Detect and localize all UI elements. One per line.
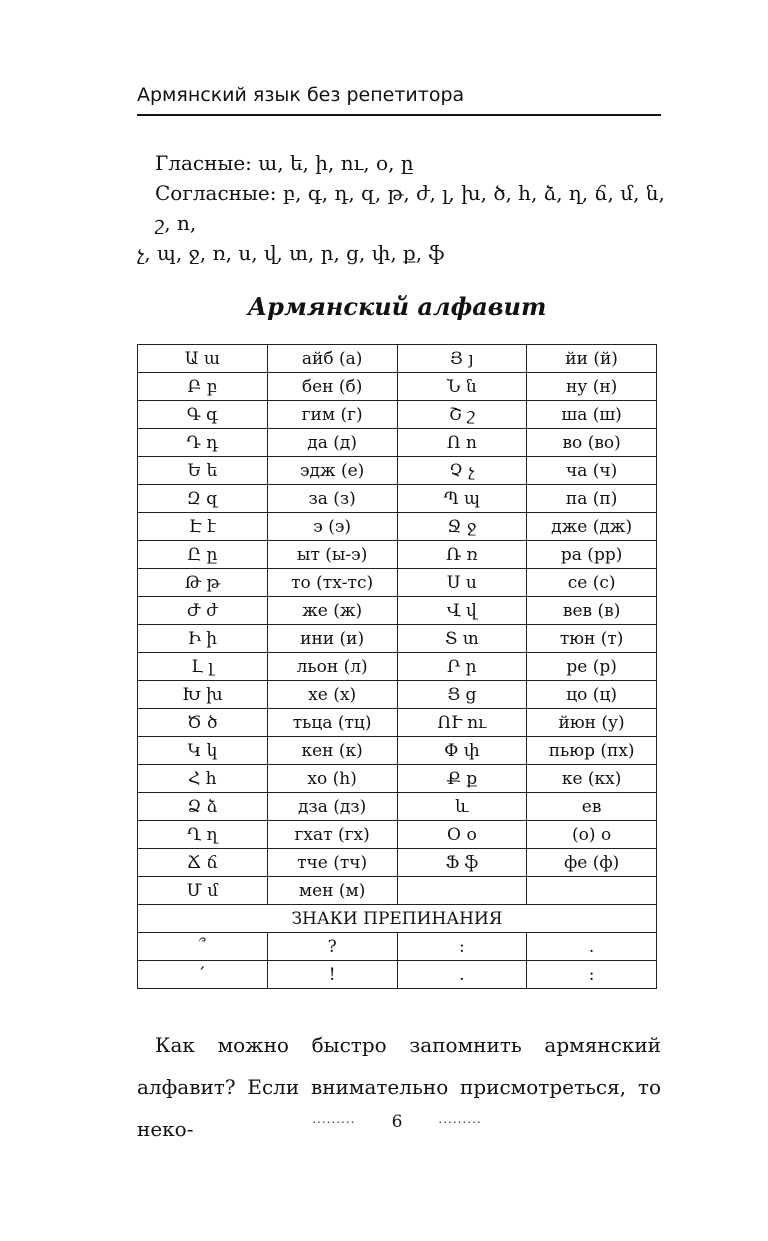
table-cell: Է է <box>138 513 268 541</box>
running-header: Армянский язык без репетитора <box>137 84 465 106</box>
table-cell: гим (г) <box>267 401 397 429</box>
table-cell: ча (ч) <box>527 457 657 485</box>
table-cell: ре (р) <box>527 653 657 681</box>
consonants-line-2: չ, պ, ջ, ռ, ս, վ, տ, ր, ց, փ, ք, ֆ <box>137 241 445 265</box>
footer-dots-left: ········· <box>312 1115 356 1130</box>
table-cell: Վ վ <box>397 597 527 625</box>
table-cell: дза (дз) <box>267 793 397 821</box>
table-cell: пьюр (пх) <box>527 737 657 765</box>
table-cell <box>397 877 527 905</box>
table-cell: Ը ը <box>138 541 268 569</box>
table-cell: мен (м) <box>267 877 397 905</box>
footer-dots-right: ········· <box>438 1115 482 1130</box>
table-row <box>138 653 657 681</box>
table-cell: йюн (у) <box>527 709 657 737</box>
table-cell: Ղ ղ <box>138 821 268 849</box>
table-cell: . <box>527 933 657 961</box>
table-cell: Օ օ <box>397 821 527 849</box>
table-row <box>138 513 657 541</box>
table-row <box>138 821 657 849</box>
page-footer <box>137 1112 657 1132</box>
table-cell: айб (а) <box>267 345 397 373</box>
table-cell: ՞ <box>138 933 268 961</box>
table-cell: дже (дж) <box>527 513 657 541</box>
table-cell: Չ չ <box>397 457 527 485</box>
table-cell: во (во) <box>527 429 657 457</box>
table-cell: Պ պ <box>397 485 527 513</box>
table-cell: ՛ <box>138 961 268 989</box>
table-cell: Մ մ <box>138 877 268 905</box>
section-title: Армянский алфавит <box>247 292 547 321</box>
table-cell: ? <box>267 933 397 961</box>
table-cell: Հ հ <box>138 765 268 793</box>
header-rule <box>137 114 661 116</box>
table-cell: кен (к) <box>267 737 397 765</box>
vowels-line: Гласные: ա, ե, ի, ու, օ, ը <box>155 151 414 175</box>
table-cell: бен (б) <box>267 373 397 401</box>
table-cell: Թ թ <box>138 569 268 597</box>
table-cell: вев (в) <box>527 597 657 625</box>
table-cell: э (э) <box>267 513 397 541</box>
table-cell: Ձ ձ <box>138 793 268 821</box>
table-cell: цо (ц) <box>527 681 657 709</box>
table-cell: йи (й) <box>527 345 657 373</box>
table-row <box>138 345 657 373</box>
consonants-line-1: Согласные: բ, գ, դ, զ, թ, ժ, լ, խ, ծ, հ, ձ, ղ, ճ, մ, ն, շ, ո, <box>155 181 665 235</box>
table-cell: тче (тч) <box>267 849 397 877</box>
table-cell: Ֆ ֆ <box>397 849 527 877</box>
table-cell: Ջ ջ <box>397 513 527 541</box>
table-row <box>138 457 657 485</box>
table-cell: хе (х) <box>267 681 397 709</box>
table-row <box>138 485 657 513</box>
table-cell: ыт (ы-э) <box>267 541 397 569</box>
page-number: 6 <box>391 1112 403 1132</box>
table-cell: Ք ք <box>397 765 527 793</box>
letters-paragraph <box>137 148 665 268</box>
table-row <box>138 597 657 625</box>
table-cell: ՈՒ ու <box>397 709 527 737</box>
table-row <box>138 709 657 737</box>
table-cell: тюн (т) <box>527 625 657 653</box>
table-row <box>138 373 657 401</box>
table-cell: Լ լ <box>138 653 268 681</box>
table-cell: эдж (е) <box>267 457 397 485</box>
table-cell: : <box>397 933 527 961</box>
table-cell: Կ կ <box>138 737 268 765</box>
table-cell: Ե ե <box>138 457 268 485</box>
table-cell: ну (н) <box>527 373 657 401</box>
table-row <box>138 961 657 989</box>
table-cell: тьца (тц) <box>267 709 397 737</box>
table-cell: Ո ո <box>397 429 527 457</box>
table-cell: Բ բ <box>138 373 268 401</box>
table-row <box>138 429 657 457</box>
table-cell: ! <box>267 961 397 989</box>
table-cell <box>527 877 657 905</box>
table-cell: па (п) <box>527 485 657 513</box>
punctuation-header: ЗНАКИ ПРЕПИНАНИЯ <box>138 905 657 933</box>
table-cell: (о) о <box>527 821 657 849</box>
table-cell: և <box>397 793 527 821</box>
table-row <box>138 933 657 961</box>
table-cell: ра (рр) <box>527 541 657 569</box>
table-cell: Ծ ծ <box>138 709 268 737</box>
table-cell: льон (л) <box>267 653 397 681</box>
table-cell: за (з) <box>267 485 397 513</box>
table-cell: се (с) <box>527 569 657 597</box>
table-cell: Տ տ <box>397 625 527 653</box>
table-row <box>138 905 657 933</box>
table-cell: Շ շ <box>397 401 527 429</box>
table-row <box>138 877 657 905</box>
table-cell: гхат (гх) <box>267 821 397 849</box>
table-cell: Ի ի <box>138 625 268 653</box>
table-row <box>138 765 657 793</box>
alphabet-table <box>137 344 657 989</box>
table-cell: Ս ս <box>397 569 527 597</box>
table-cell: Ժ ժ <box>138 597 268 625</box>
table-cell: Փ փ <box>397 737 527 765</box>
table-cell: фе (ф) <box>527 849 657 877</box>
table-cell: ини (и) <box>267 625 397 653</box>
table-row <box>138 737 657 765</box>
table-cell: хо (h) <box>267 765 397 793</box>
table-row <box>138 569 657 597</box>
table-cell: Ռ ռ <box>397 541 527 569</box>
table-cell: Խ խ <box>138 681 268 709</box>
table-cell: Զ զ <box>138 485 268 513</box>
table-cell: Ճ ճ <box>138 849 268 877</box>
table-cell: Գ գ <box>138 401 268 429</box>
table-cell: Ց ց <box>397 681 527 709</box>
table-cell: Ա ա <box>138 345 268 373</box>
table-cell: же (ж) <box>267 597 397 625</box>
table-cell: Դ դ <box>138 429 268 457</box>
table-cell: то (тх-тс) <box>267 569 397 597</box>
alphabet-table-body <box>138 345 657 989</box>
table-cell: Յ յ <box>397 345 527 373</box>
table-row <box>138 541 657 569</box>
table-row <box>138 793 657 821</box>
table-cell: да (д) <box>267 429 397 457</box>
table-cell: . <box>397 961 527 989</box>
table-row <box>138 625 657 653</box>
table-cell: ев <box>527 793 657 821</box>
table-row <box>138 681 657 709</box>
body-paragraph: Как можно быстро запомнить армянский алфавит? Если внимательно присмотреться, то неко- <box>137 1033 661 1141</box>
table-cell: ша (ш) <box>527 401 657 429</box>
table-row <box>138 849 657 877</box>
table-cell: Ր ր <box>397 653 527 681</box>
table-cell: Ն ն <box>397 373 527 401</box>
table-row <box>138 401 657 429</box>
table-cell: : <box>527 961 657 989</box>
table-cell: ке (кх) <box>527 765 657 793</box>
